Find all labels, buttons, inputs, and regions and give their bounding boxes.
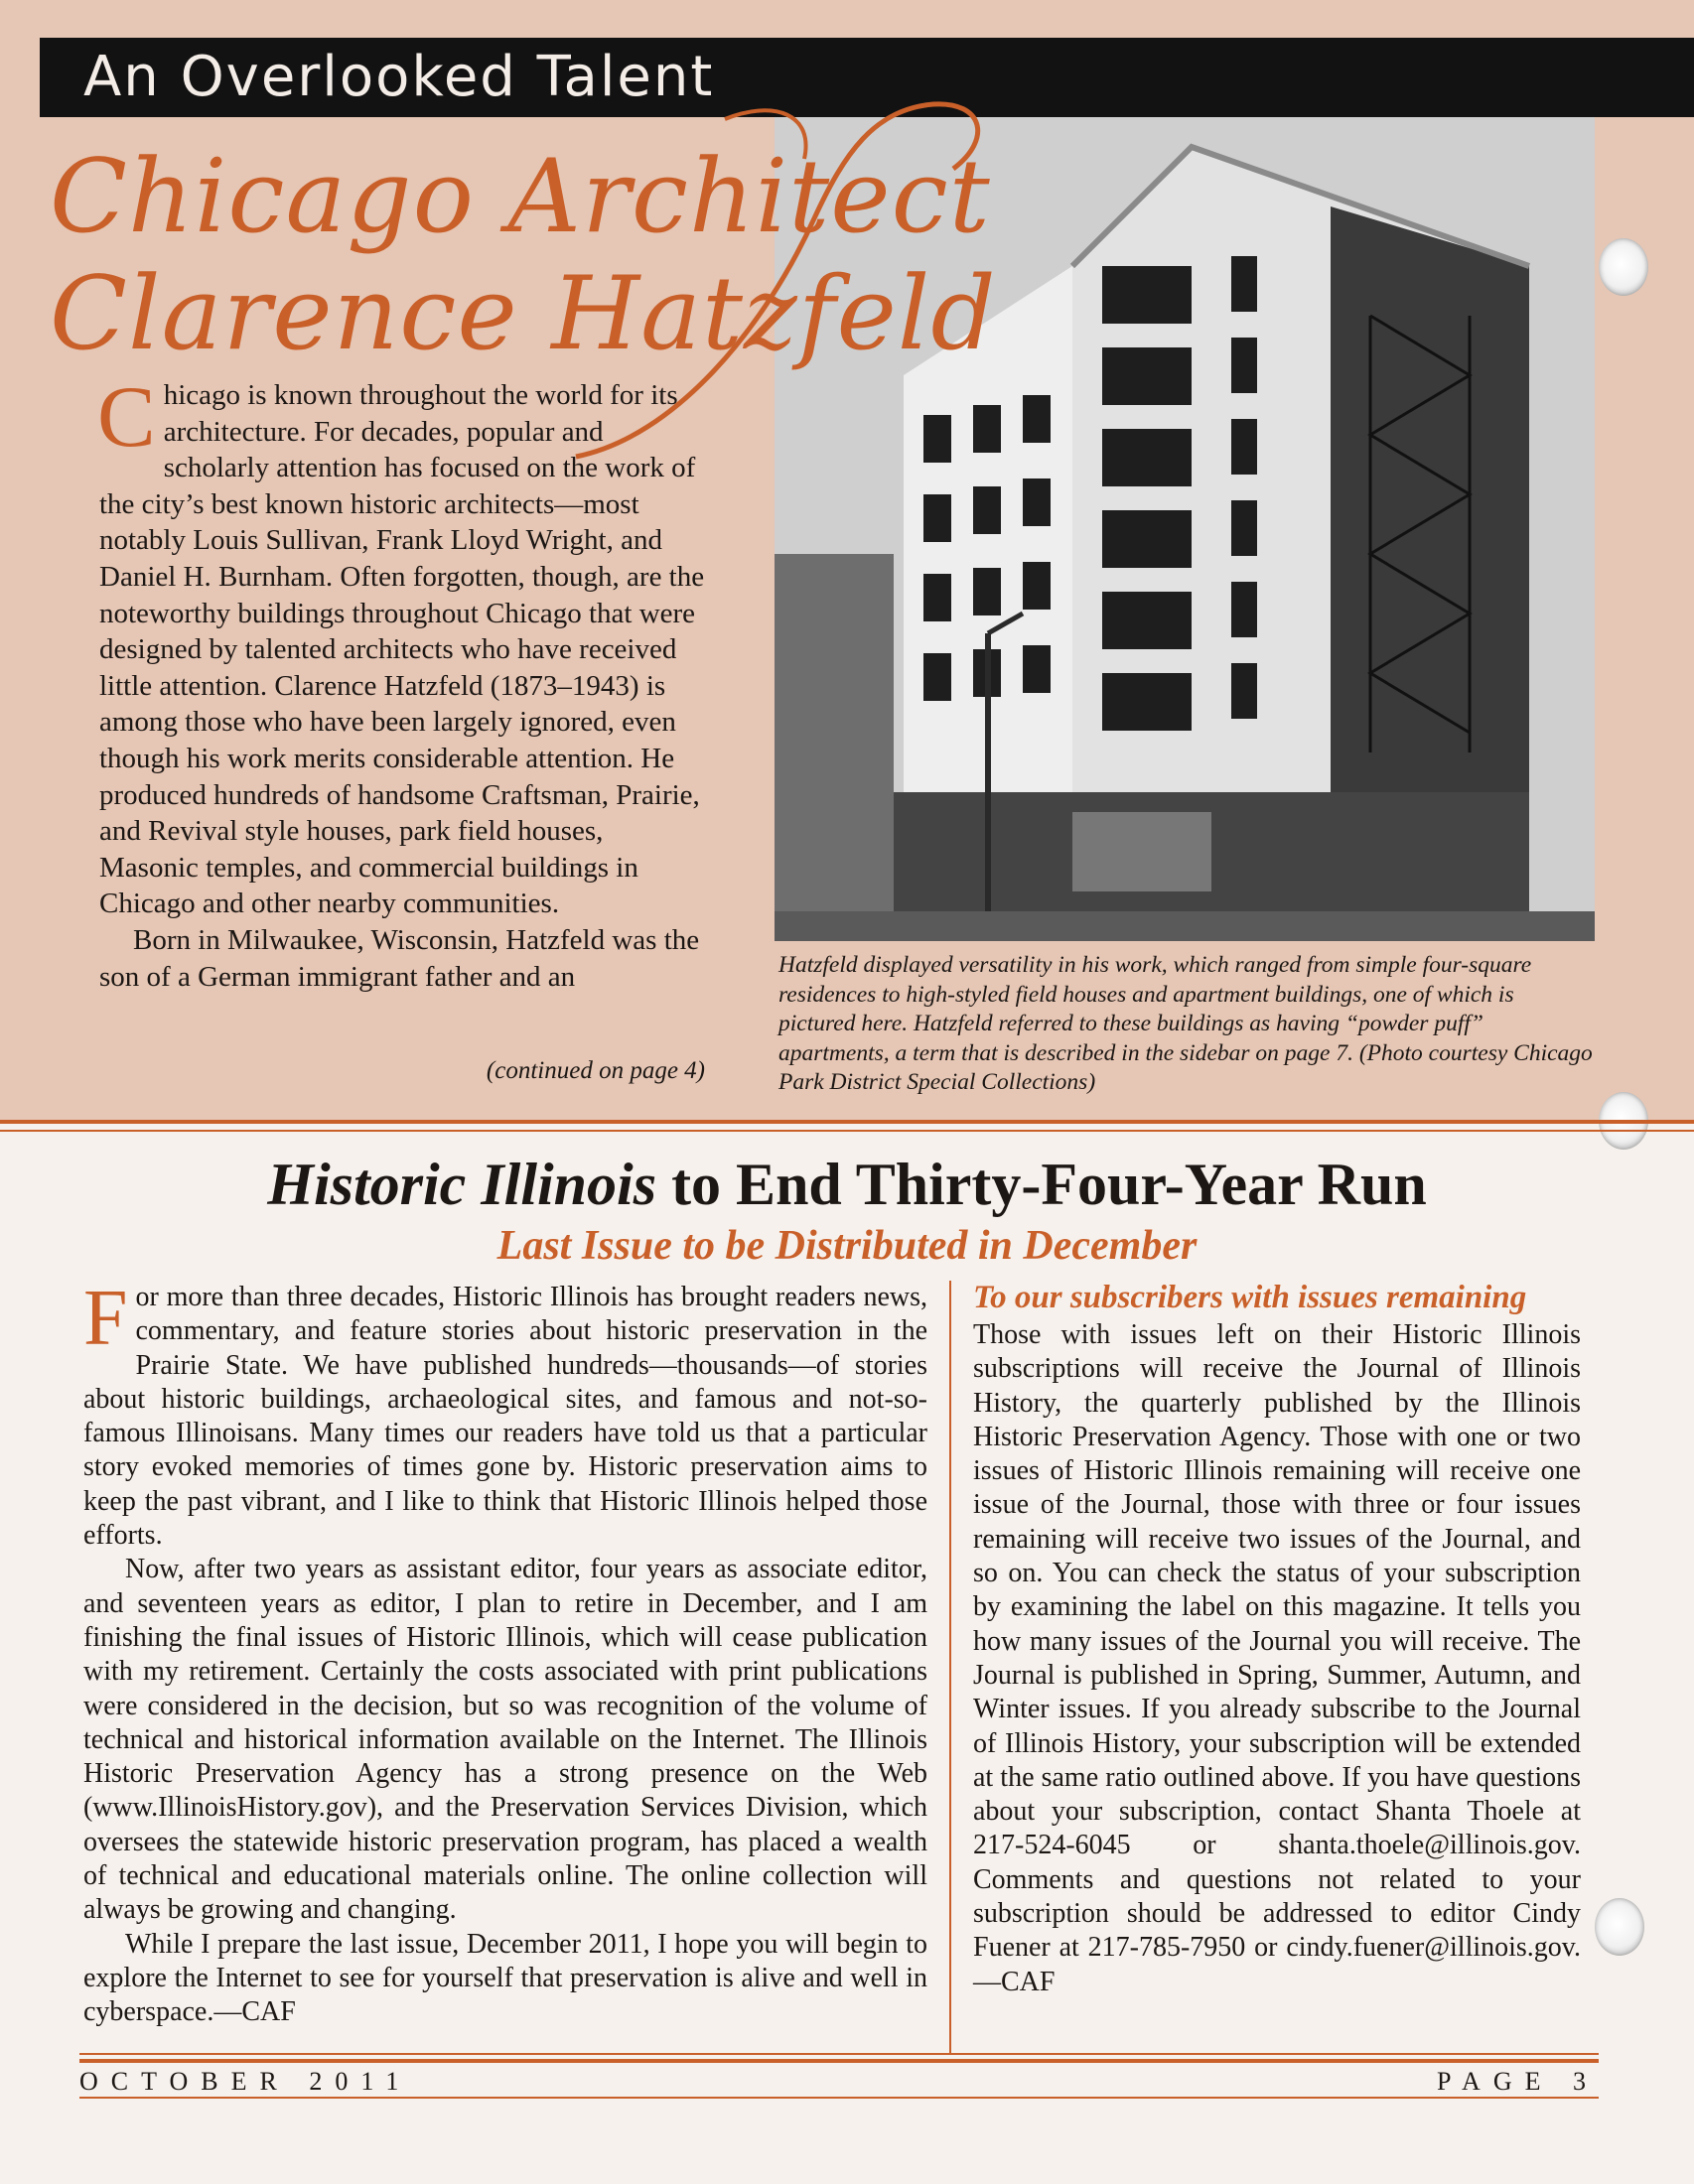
feature-dropcap: C	[97, 369, 156, 466]
article-left-column	[83, 1275, 927, 2030]
photo-caption: Hatzfeld displayed versatility in his work, which ranged from simple four-square residences to high-styled field houses and apartment buildings, one of which is pictured here. Hatzfeld referred to these buildings as having “powder puff” apartments, a term that is described in the sidebar on page 7. (Photo courtesy Chicago Park District Special Collections)	[778, 952, 1593, 1095]
footer-rule-thick	[79, 2059, 1599, 2063]
article-headline	[0, 1150, 1694, 1219]
feature-title-line-1: Chicago Architect	[50, 138, 991, 256]
subscribers-paragraph: Those with issues left on their Historic Illinois subscriptions will receive the Journal of Illinois History, the quarterly published by the Illinois Historic Preservation Agency. Those with one or two issues of Historic Illinois remaining will receive one issue of the Journal, those with three or four issues remaining will receive two issues of the Journal, and so on. You can check the status of your subscription by examining the label on this magazine. It tells you how many issues of the Journal you will receive. The Journal is published in Spring, Summer, Autumn, and Winter issues. If you already subscribe to the Journal of Illinois History, your subscription will be extended at the same ratio outlined above. If you have questions about your subscription, contact Shanta Thoele at 217-524-6045 or shanta.thoele@illinois.gov. Comments and questions not related to your subscription should be addressed to editor Cindy Fuener at 217-785-7950 or cindy.fuener@illinois.gov.—CAF	[973, 1319, 1581, 1997]
article-subhead: Last Issue to be Distributed in December	[496, 1223, 1198, 1269]
footer-rule-bottom	[79, 2097, 1599, 2099]
feature-title-line-2: Clarence Hatzfeld	[50, 255, 997, 373]
section-divider-thin	[0, 1130, 1694, 1132]
section-divider-thick	[0, 1120, 1694, 1124]
article-right-column	[973, 1279, 1581, 1999]
footer-date: OCTOBER 2011	[79, 2067, 412, 2096]
page-footer	[79, 2067, 1599, 2095]
headline-rest: to End Thirty-Four-Year Run	[656, 1152, 1427, 1217]
article-paragraph-1: or more than three decades, Historic Illinois has brought readers news, commentary, and feature stories about historic preservation in the Prairie State. We have published hundreds—thousands—of stories about historic buildings, archaeological sites, and famous and not-so-famous Illinoisans. Many times our readers have told us that a particular story evoked memories of times gone by. Historic preservation aims to keep the past vibrant, and I like to think that Historic Illinois helped those efforts.	[83, 1282, 927, 1552]
feature-lead-text	[97, 369, 705, 995]
footer-page-number: PAGE 3	[1436, 2067, 1599, 2096]
subscribers-heading: To our subscribers with issues remaining	[973, 1280, 1527, 1315]
headline-italic-part: Historic Illinois	[267, 1152, 657, 1217]
footer-rule-top	[79, 2053, 1599, 2055]
feature-title	[50, 139, 1003, 373]
column-divider	[949, 1281, 951, 2055]
section-banner: An Overlooked Talent	[40, 38, 1694, 117]
feature-paragraph-1: hicago is known throughout the world for its architecture. For decades, popular and scholarly attention has focused on the work of the city’s best known historic architects—most notably Louis Sullivan, Frank Lloyd Wright, and Daniel H. Burnham. Often forgotten, though, are the noteworthy buildings throughout Chicago that were designed by talented architects who have received little attention. Clarence Hatzfeld (1873–1943) is among those who have been largely ignored, even though his work merits considerable attention. He produced hundreds of handsome Craftsman, Prairie, and Revival style houses, park field houses, Masonic temples, and commercial buildings in Chicago and other nearby communities.	[99, 379, 705, 920]
continued-note: (continued on page 4)	[486, 1057, 705, 1084]
punch-hole-bottom	[1595, 1898, 1644, 1956]
punch-hole-top	[1599, 238, 1648, 296]
article-paragraph-2: Now, after two years as assistant editor, four years as associate editor, and seventeen years as editor, I plan to retire in December, and I am finishing the final issues of Historic Illinois, which will cease publication with my retirement. Certainly the costs associated with print publications were considered in the decision, but so was recognition of the volume of technical and historical information available on the Internet. The Illinois Historic Preservation Agency has a strong presence on the Web (www.IllinoisHistory.gov), and the Preservation Services Division, which oversees the statewide historic preservation program, has placed a wealth of technical and educational materials online. The online collection will always be growing and changing.	[83, 1554, 927, 1926]
feature-paragraph-2: Born in Milwaukee, Wisconsin, Hatzfeld was the son of a German immigrant father and an	[99, 923, 700, 993]
article-dropcap: F	[83, 1275, 128, 1362]
article-paragraph-3: While I prepare the last issue, December 2011, I hope you will begin to explore the Internet to see for yourself that preservation is alive and well in cyberspace.—CAF	[83, 1928, 927, 2028]
